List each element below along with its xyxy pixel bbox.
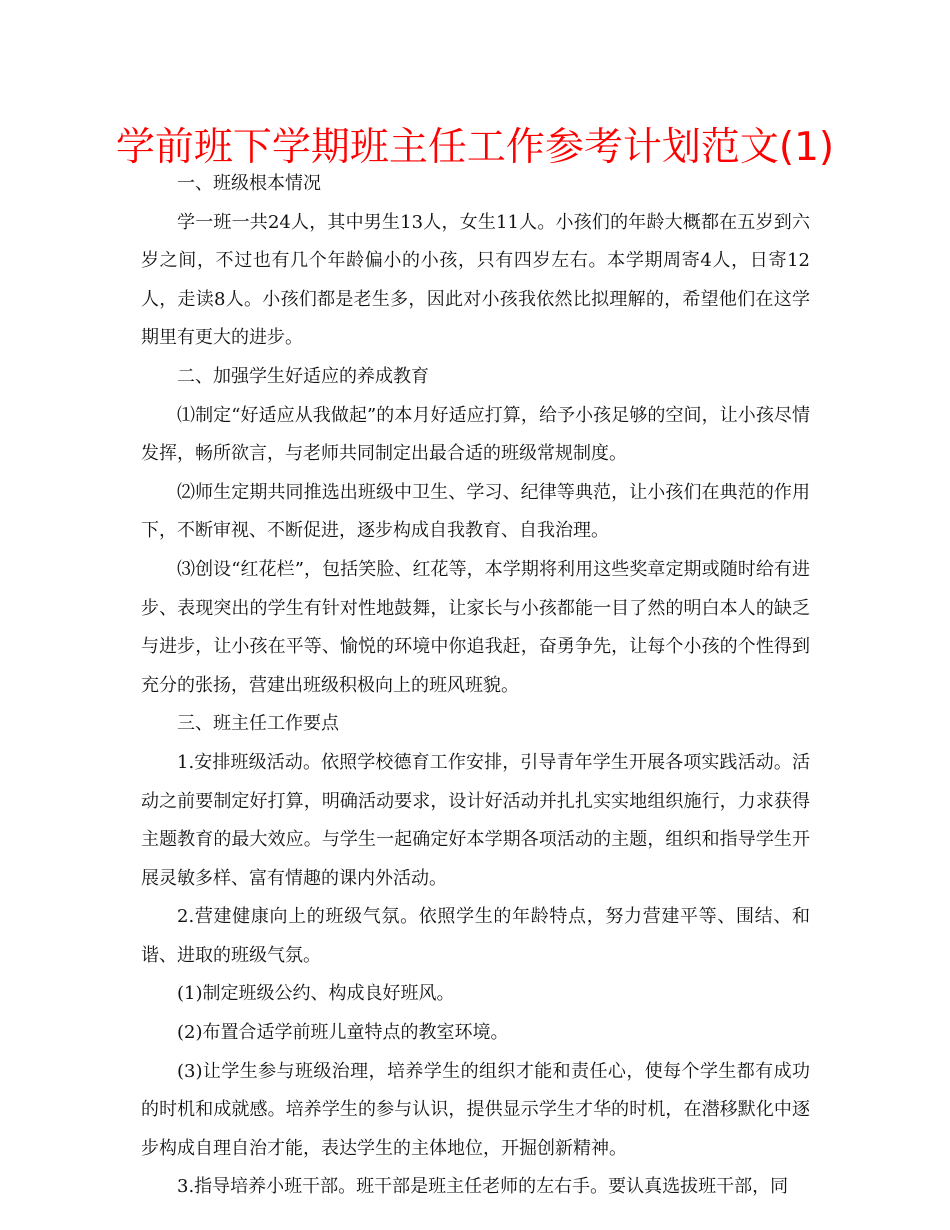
document-body bbox=[141, 165, 810, 1207]
paragraph: 3.指导培养小班干部。班干部是班主任老师的左右手。要认真选拔班干部，同 bbox=[177, 1176, 789, 1198]
paragraph: ⑶创设“红花栏”，包括笑脸、红花等，本学期将利用这些奖章定期或随时给有进步、表现突出的学生有针对性地鼓舞，让家长与小孩都能一目了然的明白本人的缺乏与进步，让小孩在平等、愉悦的环境中你追我赶，奋勇争先，让每个小孩的个性得到充分的张扬，营建出班级积极向上的班风班貌。 bbox=[141, 558, 810, 696]
section-heading: 三、班主任工作要点 bbox=[177, 713, 339, 735]
paragraph: (2)布置合适学前班儿童特点的教室环境。 bbox=[177, 1022, 509, 1044]
section-heading: 二、加强学生好适应的养成教育 bbox=[177, 365, 429, 387]
paragraph: 2.营建健康向上的班级气氛。依照学生的年龄特点，努力营建平等、围结、和谐、进取的班级气氛。 bbox=[141, 906, 810, 966]
paragraph: (1)制定班级公约、构成良好班风。 bbox=[177, 983, 455, 1005]
paragraph: 1.安排班级活动。依照学校德育工作安排，引导青年学生开展各项实践活动。活动之前要制定好打算，明确活动要求，设计好活动并扎扎实实地组织施行，力求获得主题教育的最大效应。与学生一起确定好本学期各项活动的主题，组织和指导学生开展灵敏多样、富有情趣的课内外活动。 bbox=[141, 751, 810, 889]
paragraph: ⑵师生定期共同推选出班级中卫生、学习、纪律等典范，让小孩们在典范的作用下，不断审视、不断促进，逐步构成自我教育、自我治理。 bbox=[141, 481, 810, 542]
section-heading: 一、班级根本情况 bbox=[177, 173, 321, 194]
document-title: 学前班下学期班主任工作参考计划范文(1) bbox=[115, 125, 835, 170]
paragraph: 学一班一共24人，其中男生13人，女生11人。小孩们的年龄大概都在五岁到六岁之间，不过也有几个年龄偏小的小孩，只有四岁左右。本学期周寄4人，日寄12人，走读8人。小孩们都是老生多，因此对小孩我依然比拟理解的，希望他们在这学期里有更大的进步。 bbox=[141, 211, 810, 349]
paragraph: (3)让学生参与班级治理，培养学生的组织才能和责任心，使每个学生都有成功的时机和成就感。培养学生的参与认识，提供显示学生才华的时机，在潜移默化中逐步构成自理自治才能，表达学生的主体地位，开掘创新精神。 bbox=[141, 1060, 810, 1159]
paragraph: ⑴制定“好适应从我做起”的本月好适应打算，给予小孩足够的空间，让小孩尽情发挥，畅所欲言，与老师共同制定出最合适的班级常规制度。 bbox=[141, 404, 810, 465]
